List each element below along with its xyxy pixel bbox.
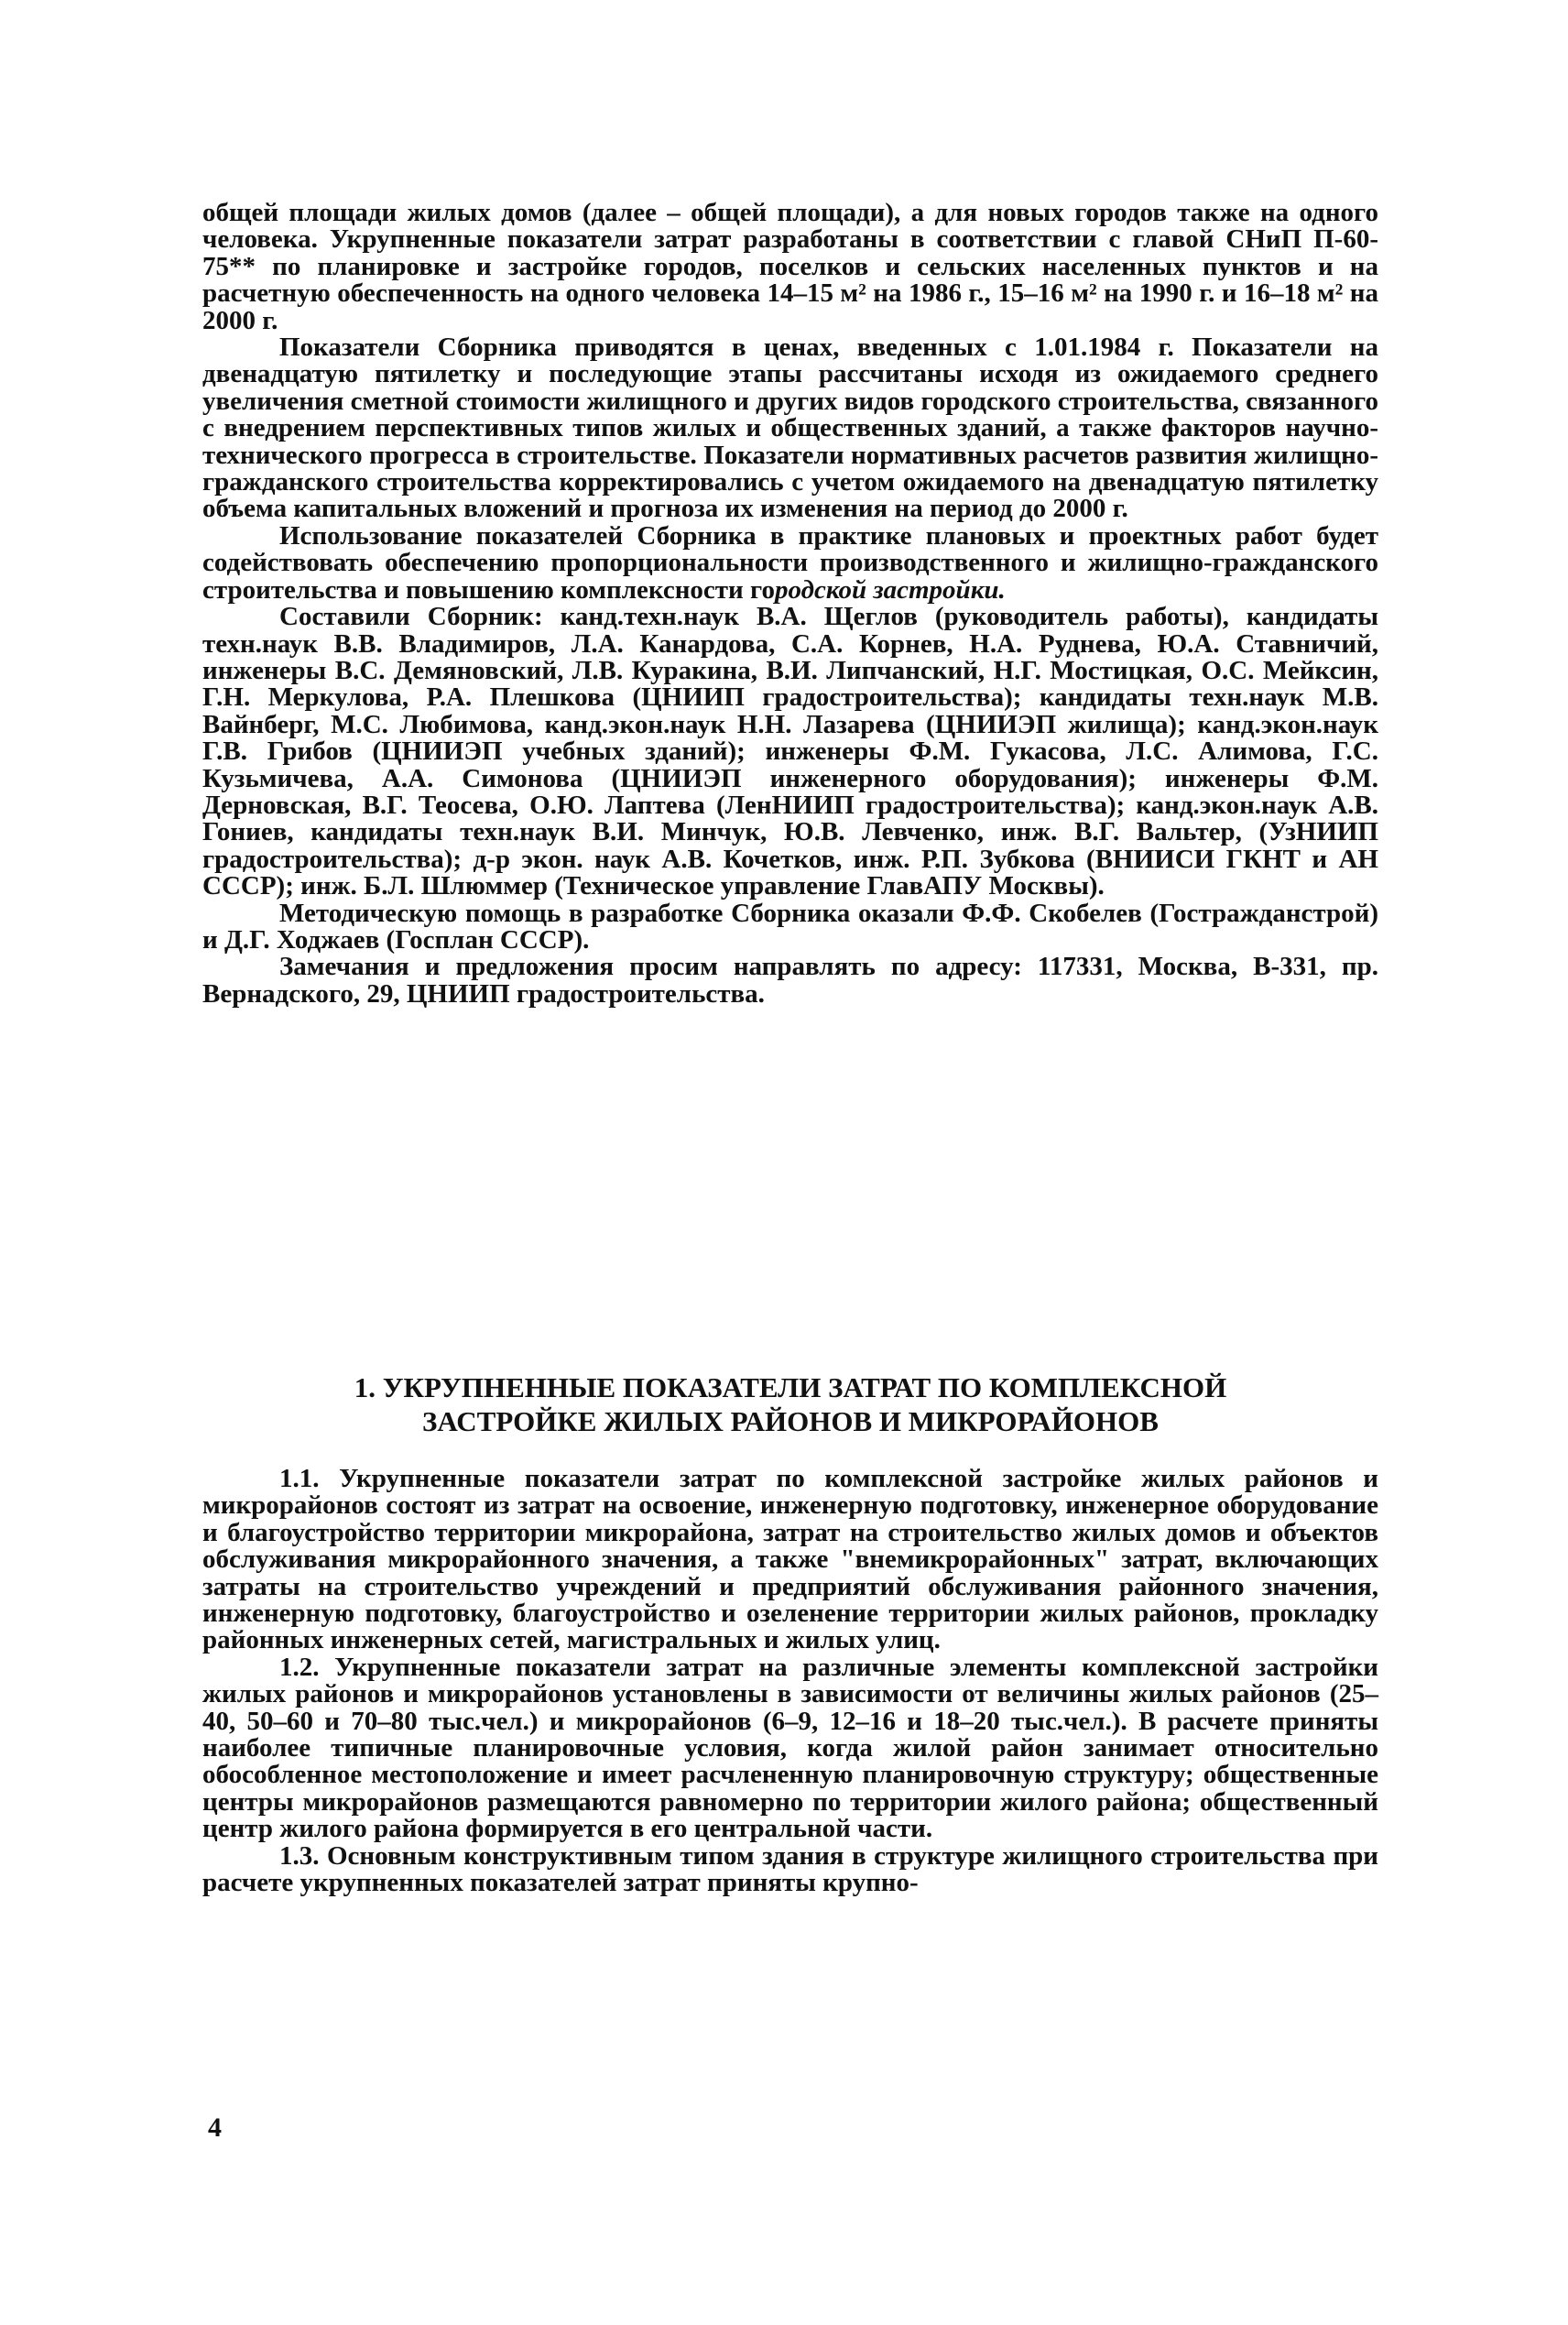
usage-paragraph-italic: родской застройки. [774, 574, 1006, 605]
credits-paragraph-help: Методическую помощь в разработке Сборника оказали Ф.Ф. Скобелев (Гостражданстрой) и Д.Г. Ходжаев (Госплан СССР). [202, 898, 1378, 955]
section-heading-line-1: 1. УКРУПНЕННЫЕ ПОКАЗАТЕЛИ ЗАТРАТ ПО КОМПЛЕКСНОЙ [354, 1371, 1227, 1403]
intro-text-block [202, 200, 1378, 1008]
intro-paragraph-prices: Показатели Сборника приводятся в ценах, введенных с 1.01.1984 г. Показатели на двенадцатую пятилетку и последующие этапы рассчитаны исходя из ожидаемого среднего увеличения сметной стоимости жилищного и других видов городского строительства, связанного с внедрением перспективных типов жилых и общественных зданий, а также факторов научно-технического прогресса в строительстве. Показатели нормативных расчетов развития жилищно-гражданского строительства корректировались с учетом ожидаемого на двенадцатую пятилетку объема капитальных вложений и прогноза их изменения на период до 2000 г. [202, 333, 1378, 524]
section-paragraph-1-1: 1.1. Укрупненные показатели затрат по комплексной застройке жилых районов и микрорайонов состоят из затрат на освоение, инженерную подготовку, инженерное оборудование и благоустройство территории микрорайона, затрат на строительство жилых домов и объектов обслуживания микрорайонного значения, а также "внемикрорайонных" затрат, включающих затраты на строительство учреждений и предприятий обслуживания районного значения, инженерную подготовку, благоустройство и озеленение территории жилых районов, прокладку районных инженерных сетей, магистральных и жилых улиц. [202, 1464, 1378, 1655]
page-number: 4 [208, 2112, 222, 2143]
section-paragraph-1-2: 1.2. Укрупненные показатели затрат на различные элементы комплексной застройки жилых районов и микрорайонов установлены в зависимости от величины жилых районов (25–40, 50–60 и 70–80 тыс.чел.) и микрорайонов (6–9, 12–16 и 18–20 тыс.чел.). В расчете приняты наиболее типичные планировочные условия, когда жилой район занимает относительно обособленное местоположение и имеет расчлененную планировочную структуру; общественные центры микрорайонов размещаются равномерно по территории жилого района; общественный центр жилого района формируется в его центральной части. [202, 1652, 1378, 1844]
usage-paragraph-text: Использование показателей Сборника в практике плановых и проектных работ будет содействовать обеспечению пропорциональности производственного и жилищно-гражданского строительства и повышению комплексности го [202, 520, 1378, 605]
section-paragraph-1-3: 1.3. Основным конструктивным типом здания в структуре жилищного строительства при расчете укрупненных показателей затрат приняты крупно- [202, 1840, 1378, 1898]
section-heading-line-2: ЗАСТРОЙКЕ ЖИЛЫХ РАЙОНОВ И МИКРОРАЙОНОВ [422, 1405, 1159, 1437]
credits-paragraph-address: Замечания и предложения просим направлять по адресу: 117331, Москва, В-331, пр. Вернадского, 29, ЦНИИП градостроительства. [202, 952, 1378, 1009]
credits-paragraph-authors: Составили Сборник: канд.техн.наук В.А. Щеглов (руководитель работы), кандидаты техн.наук В.В. Владимиров, Л.А. Канардова, С.А. Корнев, Н.А. Руднева, Ю.А. Ставничий, инженеры В.С. Демяновский, Л.В. Куракина, В.И. Липчанский, Н.Г. Мостицкая, О.С. Мейксин, Г.Н. Меркулова, Р.А. Плешкова (ЦНИИП градостроительства); кандидаты техн.наук М.В. Вайнберг, М.С. Любимова, канд.экон.наук Н.Н. Лазарева (ЦНИИЭП жилища); канд.экон.наук Г.В. Грибов (ЦНИИЭП учебных зданий); инженеры Ф.М. Гукасова, Л.С. Алимова, Г.С. Кузьмичева, А.А. Симонова (ЦНИИЭП инженерного оборудования); инженеры Ф.М. Дерновская, В.Г. Теосева, О.Ю. Лаптева (ЛенНИИП градостроительства); канд.экон.наук А.В. Гониев, кандидаты техн.наук В.И. Минчук, Ю.В. Левченко, инж. В.Г. Вальтер, (УзНИИП градостроительства); д-р экон. наук А.В. Кочетков, инж. Р.П. Зубкова (ВНИИСИ ГКНТ и АН СССР); инж. Б.Л. Шлюммер (Техническое управление ГлавАПУ Москвы). [202, 602, 1378, 901]
section-heading [202, 1370, 1378, 1438]
usage-paragraph [202, 520, 1378, 605]
intro-paragraph-continuation: общей площади жилых домов (далее – общей площади), а для новых городов также на одного человека. Укрупненные показатели затрат разработаны в соответствии с главой СНиП П-60-75** по планировке и застройке городов, поселков и сельских населенных пунктов и на расчетную обеспеченность на одного человека 14–15 м² на 1986 г., 15–16 м² на 1990 г. и 16–18 м² на 2000 г. [202, 198, 1378, 335]
section-text-block [202, 1466, 1378, 1897]
